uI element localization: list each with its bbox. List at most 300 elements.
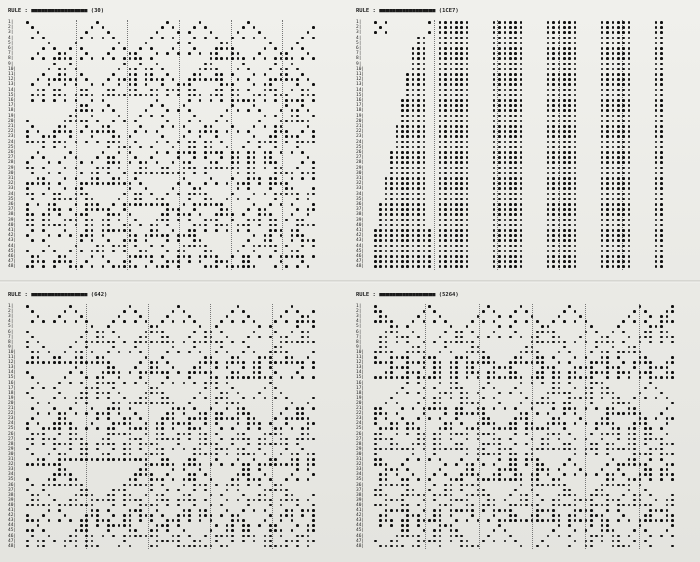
cell-mark xyxy=(161,427,164,430)
cell-mark xyxy=(390,351,393,354)
cell-mark xyxy=(590,366,593,369)
cell-mark xyxy=(242,146,245,149)
cell-mark xyxy=(504,89,507,92)
cell-mark xyxy=(617,141,620,144)
cell-mark xyxy=(129,83,132,86)
cell-mark xyxy=(412,151,415,154)
cell-mark xyxy=(671,361,674,364)
cell-mark xyxy=(628,478,631,481)
cell-mark xyxy=(444,494,447,497)
cell-mark xyxy=(655,37,658,40)
cell-mark xyxy=(622,229,625,232)
cell-mark xyxy=(285,57,288,60)
cell-mark xyxy=(666,315,669,318)
cell-mark xyxy=(312,208,315,211)
cell-mark xyxy=(102,57,105,60)
cell-mark xyxy=(509,245,512,248)
row-number: 7| xyxy=(356,51,362,57)
cell-mark xyxy=(226,524,229,527)
cell-mark xyxy=(466,115,469,118)
row-number: 23| xyxy=(8,134,17,140)
cell-mark xyxy=(612,402,615,405)
cell-mark xyxy=(466,37,469,40)
cell-mark xyxy=(145,458,148,461)
cell-mark xyxy=(31,265,34,268)
cell-mark xyxy=(183,167,186,170)
cell-mark xyxy=(42,219,45,222)
cell-mark xyxy=(471,320,474,323)
cell-mark xyxy=(649,376,652,379)
cell-mark xyxy=(455,336,458,339)
cell-mark xyxy=(312,57,315,60)
cell-mark xyxy=(612,63,615,66)
cell-mark xyxy=(649,468,652,471)
cell-mark xyxy=(199,78,202,81)
cell-mark xyxy=(568,161,571,164)
cell-mark xyxy=(444,346,447,349)
cell-mark xyxy=(606,146,609,149)
cell-mark xyxy=(269,224,272,227)
cell-mark xyxy=(509,422,512,425)
cell-mark xyxy=(139,172,142,175)
cell-mark xyxy=(509,468,512,471)
cell-mark xyxy=(64,397,67,400)
cell-mark xyxy=(264,245,267,248)
cell-mark xyxy=(606,213,609,216)
cell-mark xyxy=(296,78,299,81)
cell-mark xyxy=(193,167,196,170)
cell-mark xyxy=(622,203,625,206)
cell-mark xyxy=(547,63,550,66)
cell-mark xyxy=(622,351,625,354)
cell-mark xyxy=(460,412,463,415)
row-number: 2| xyxy=(356,25,362,31)
cell-mark xyxy=(129,255,132,258)
cell-mark xyxy=(312,167,315,170)
cell-mark xyxy=(48,78,51,81)
cell-mark xyxy=(547,120,550,123)
cell-mark xyxy=(150,514,153,517)
row-number: 8| xyxy=(8,339,14,345)
cell-mark xyxy=(655,57,658,60)
cell-mark xyxy=(460,73,463,76)
cell-mark xyxy=(374,412,377,415)
cell-mark xyxy=(64,130,67,133)
cell-mark xyxy=(285,514,288,517)
cell-mark xyxy=(145,172,148,175)
cell-mark xyxy=(193,115,196,118)
cell-mark xyxy=(69,361,72,364)
cell-mark xyxy=(612,161,615,164)
cell-mark xyxy=(525,422,528,425)
cell-mark xyxy=(296,109,299,112)
cell-mark xyxy=(412,213,415,216)
cell-mark xyxy=(498,468,501,471)
cell-mark xyxy=(48,412,51,415)
cell-mark xyxy=(401,260,404,263)
cell-mark xyxy=(285,407,288,410)
cell-mark xyxy=(617,83,620,86)
cell-mark xyxy=(274,193,277,196)
cell-mark xyxy=(590,387,593,390)
cell-mark xyxy=(156,141,159,144)
cell-mark xyxy=(444,177,447,180)
cell-mark xyxy=(123,458,126,461)
cell-mark xyxy=(80,234,83,237)
cell-mark xyxy=(53,224,56,227)
column-divider xyxy=(272,304,273,549)
cell-mark xyxy=(568,448,571,451)
cell-mark xyxy=(509,73,512,76)
row-number: 5| xyxy=(356,40,362,46)
cell-mark xyxy=(666,443,669,446)
cell-mark xyxy=(134,529,137,532)
cell-mark xyxy=(487,336,490,339)
cell-mark xyxy=(193,371,196,374)
cell-mark xyxy=(274,125,277,128)
cell-mark xyxy=(231,529,234,532)
cell-mark xyxy=(450,37,453,40)
row-number: 32| xyxy=(8,462,17,468)
cell-mark xyxy=(80,239,83,242)
cell-mark xyxy=(96,458,99,461)
cell-mark xyxy=(547,73,550,76)
cell-mark xyxy=(412,135,415,138)
row-number: 4| xyxy=(356,35,362,41)
cell-mark xyxy=(145,402,148,405)
cell-mark xyxy=(612,412,615,415)
cell-mark xyxy=(617,37,620,40)
cell-mark xyxy=(568,239,571,242)
cell-mark xyxy=(477,478,480,481)
cell-mark xyxy=(396,402,399,405)
cell-mark xyxy=(231,540,234,543)
cell-mark xyxy=(612,177,615,180)
cell-mark xyxy=(312,438,315,441)
cell-mark xyxy=(439,438,442,441)
cell-mark xyxy=(247,151,250,154)
cell-mark xyxy=(498,151,501,154)
row-number: 41| xyxy=(356,228,365,233)
cell-mark xyxy=(450,146,453,149)
cell-mark xyxy=(455,448,458,451)
cell-mark xyxy=(145,427,148,430)
cell-mark xyxy=(258,120,261,123)
cell-mark xyxy=(574,234,577,237)
cell-mark xyxy=(444,130,447,133)
cell-mark xyxy=(493,310,496,313)
cell-mark xyxy=(118,135,121,138)
cell-mark xyxy=(274,89,277,92)
cell-mark xyxy=(423,120,426,123)
cell-mark xyxy=(498,63,501,66)
cell-mark xyxy=(622,21,625,24)
cell-mark xyxy=(412,141,415,144)
cell-mark xyxy=(444,427,447,430)
cell-mark xyxy=(26,182,29,185)
cell-mark xyxy=(26,540,29,543)
cell-mark xyxy=(585,438,588,441)
cell-mark xyxy=(379,224,382,227)
cell-mark xyxy=(547,193,550,196)
cell-mark xyxy=(161,417,164,420)
cell-mark xyxy=(514,52,517,55)
cell-mark xyxy=(455,73,458,76)
cell-mark xyxy=(606,161,609,164)
cell-mark xyxy=(660,229,663,232)
cell-mark xyxy=(493,250,496,253)
cell-mark xyxy=(237,433,240,436)
cell-mark xyxy=(504,229,507,232)
cell-mark xyxy=(450,255,453,258)
cell-mark xyxy=(660,52,663,55)
cell-mark xyxy=(242,519,245,522)
cell-mark xyxy=(69,208,72,211)
cell-mark xyxy=(617,402,620,405)
cell-mark xyxy=(423,239,426,242)
cell-mark xyxy=(444,109,447,112)
cell-mark xyxy=(80,458,83,461)
cell-mark xyxy=(504,427,507,430)
cell-mark xyxy=(172,341,175,344)
cell-mark xyxy=(264,151,267,154)
cell-mark xyxy=(520,146,523,149)
cell-mark xyxy=(509,83,512,86)
cell-mark xyxy=(498,392,501,395)
cell-mark xyxy=(374,422,377,425)
cell-mark xyxy=(655,109,658,112)
cell-mark xyxy=(307,172,310,175)
cell-mark xyxy=(504,135,507,138)
cell-mark xyxy=(42,484,45,487)
cell-mark xyxy=(31,83,34,86)
cell-mark xyxy=(541,361,544,364)
row-number: 31| xyxy=(356,176,365,181)
cell-mark xyxy=(48,427,51,430)
cell-mark xyxy=(210,94,213,97)
row-number: 8| xyxy=(356,339,362,345)
cell-mark xyxy=(102,26,105,29)
cell-mark xyxy=(210,63,213,66)
cell-mark xyxy=(460,109,463,112)
cell-mark xyxy=(412,68,415,71)
row-number: 34| xyxy=(8,472,17,478)
cell-mark xyxy=(385,265,388,268)
cell-mark xyxy=(264,239,267,242)
cell-mark xyxy=(80,37,83,40)
cell-mark xyxy=(31,198,34,201)
cell-mark xyxy=(520,120,523,123)
cell-mark xyxy=(274,115,277,118)
cell-mark xyxy=(655,146,658,149)
cell-mark xyxy=(520,198,523,201)
cell-mark xyxy=(37,141,40,144)
cell-mark xyxy=(547,125,550,128)
cell-mark xyxy=(204,382,207,385)
cell-mark xyxy=(247,443,250,446)
cell-mark xyxy=(247,130,250,133)
cell-mark xyxy=(493,161,496,164)
cell-mark xyxy=(493,187,496,190)
cell-mark xyxy=(312,453,315,456)
cell-mark xyxy=(628,443,631,446)
cell-mark xyxy=(417,250,420,253)
cell-mark xyxy=(450,151,453,154)
cell-mark xyxy=(172,260,175,263)
cell-mark xyxy=(118,213,121,216)
cell-mark xyxy=(107,31,110,34)
cell-mark xyxy=(156,229,159,232)
cell-mark xyxy=(617,229,620,232)
cell-mark xyxy=(612,37,615,40)
cell-mark xyxy=(406,250,409,253)
cell-mark xyxy=(482,397,485,400)
cell-mark xyxy=(396,356,399,359)
row-number: 45| xyxy=(8,248,17,254)
cell-mark xyxy=(660,47,663,50)
cell-mark xyxy=(423,182,426,185)
cell-mark xyxy=(374,310,377,313)
cell-mark xyxy=(439,146,442,149)
cell-mark xyxy=(552,260,555,263)
cell-mark xyxy=(161,494,164,497)
cell-mark xyxy=(455,182,458,185)
cell-mark xyxy=(145,234,148,237)
cell-mark xyxy=(247,89,250,92)
cell-mark xyxy=(156,499,159,502)
cell-mark xyxy=(450,397,453,400)
cell-mark xyxy=(139,146,142,149)
cell-mark xyxy=(53,260,56,263)
cell-mark xyxy=(439,371,442,374)
cell-mark xyxy=(423,260,426,263)
cell-mark xyxy=(26,120,29,123)
cell-mark xyxy=(26,392,29,395)
cell-mark xyxy=(628,167,631,170)
cell-mark xyxy=(385,463,388,466)
cell-mark xyxy=(156,427,159,430)
cell-mark xyxy=(204,156,207,159)
cell-mark xyxy=(258,255,261,258)
cell-mark xyxy=(622,146,625,149)
cell-mark xyxy=(552,78,555,81)
cell-mark xyxy=(444,187,447,190)
cell-mark xyxy=(237,224,240,227)
cell-mark xyxy=(401,356,404,359)
cell-mark xyxy=(660,325,663,328)
cell-mark xyxy=(177,193,180,196)
cell-mark xyxy=(247,422,250,425)
cell-mark xyxy=(396,135,399,138)
cell-mark xyxy=(374,305,377,308)
cell-mark xyxy=(433,320,436,323)
cell-mark xyxy=(269,433,272,436)
cell-mark xyxy=(291,63,294,66)
cell-mark xyxy=(601,167,604,170)
cell-mark xyxy=(183,545,186,548)
cell-mark xyxy=(493,331,496,334)
cell-mark xyxy=(396,443,399,446)
cell-mark xyxy=(639,412,642,415)
cell-mark xyxy=(423,52,426,55)
cell-mark xyxy=(633,438,636,441)
cell-mark xyxy=(406,255,409,258)
cell-mark xyxy=(75,504,78,507)
cell-mark xyxy=(574,68,577,71)
cell-mark xyxy=(242,509,245,512)
cell-mark xyxy=(53,478,56,481)
cell-mark xyxy=(460,125,463,128)
cell-mark xyxy=(574,109,577,112)
cell-mark xyxy=(96,21,99,24)
cell-mark xyxy=(112,366,115,369)
row-number: 10| xyxy=(8,349,17,355)
cell-mark xyxy=(301,320,304,323)
cell-mark xyxy=(107,427,110,430)
cell-mark xyxy=(601,63,604,66)
cell-mark xyxy=(460,489,463,492)
cell-mark xyxy=(655,78,658,81)
cell-mark xyxy=(612,57,615,60)
cell-mark xyxy=(423,167,426,170)
cell-mark xyxy=(53,448,56,451)
cell-mark xyxy=(450,484,453,487)
cell-mark xyxy=(220,504,223,507)
cell-mark xyxy=(471,494,474,497)
cell-mark xyxy=(520,402,523,405)
cell-mark xyxy=(649,478,652,481)
cell-mark xyxy=(91,540,94,543)
cell-mark xyxy=(96,141,99,144)
cell-mark xyxy=(188,427,191,430)
cell-mark xyxy=(433,376,436,379)
cell-mark xyxy=(312,397,315,400)
cell-mark xyxy=(655,83,658,86)
cell-mark xyxy=(477,458,480,461)
cell-mark xyxy=(563,78,566,81)
cell-mark xyxy=(396,167,399,170)
cell-mark xyxy=(601,417,604,420)
cell-mark xyxy=(417,109,420,112)
cell-mark xyxy=(247,504,250,507)
cell-mark xyxy=(401,250,404,253)
cell-mark xyxy=(166,438,169,441)
cell-mark xyxy=(312,366,315,369)
cell-mark xyxy=(75,193,78,196)
cell-mark xyxy=(215,433,218,436)
cell-mark xyxy=(242,57,245,60)
cell-mark xyxy=(123,47,126,50)
cell-mark xyxy=(102,535,105,538)
cell-mark xyxy=(460,151,463,154)
cell-mark xyxy=(215,453,218,456)
cell-mark xyxy=(574,172,577,175)
cell-mark xyxy=(466,376,469,379)
cell-mark xyxy=(291,135,294,138)
cell-mark xyxy=(374,443,377,446)
cell-mark xyxy=(91,250,94,253)
cell-mark xyxy=(520,392,523,395)
cell-mark xyxy=(649,427,652,430)
cell-mark xyxy=(48,182,51,185)
cell-mark xyxy=(455,120,458,123)
cell-mark xyxy=(374,239,377,242)
cell-mark xyxy=(296,115,299,118)
cell-mark xyxy=(64,94,67,97)
cell-mark xyxy=(274,177,277,180)
cell-mark xyxy=(509,94,512,97)
cell-mark xyxy=(42,57,45,60)
